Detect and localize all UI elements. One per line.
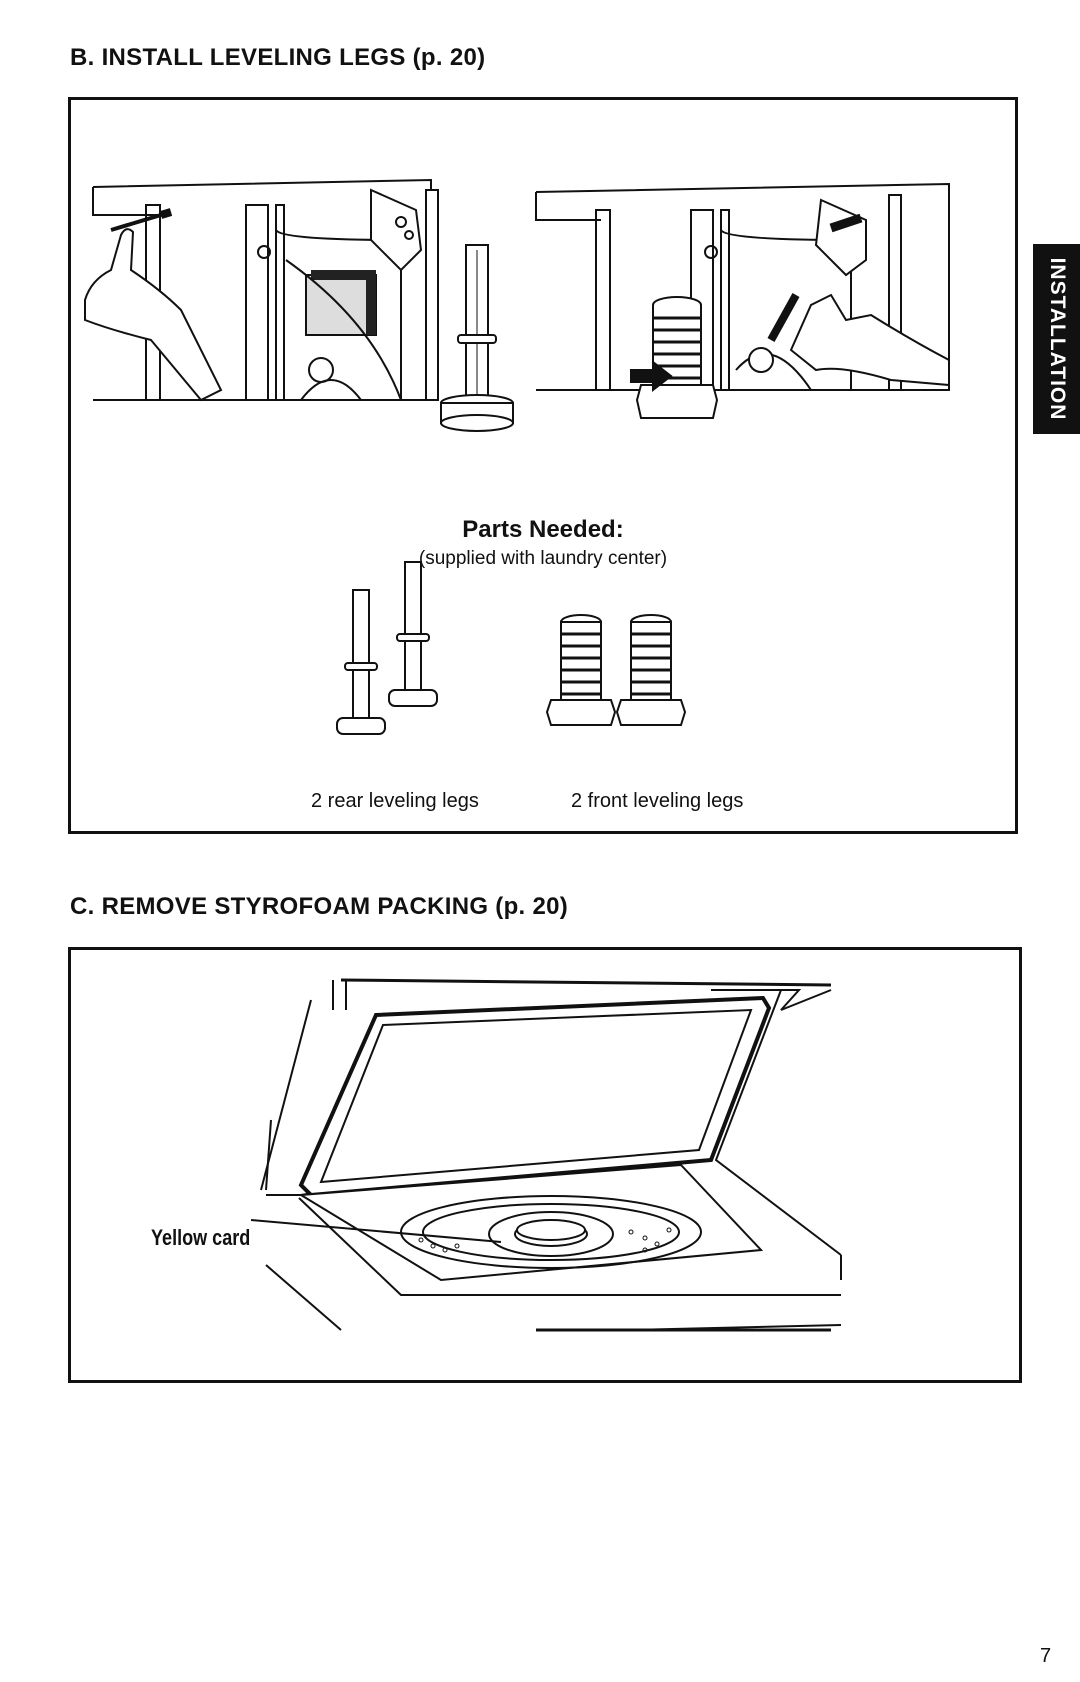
page-number: 7 [1040,1645,1052,1667]
parts-needed-title: Parts Needed: [462,516,624,543]
installation-side-tab [1033,244,1080,434]
rear-leg-install-scene [85,180,438,400]
side-tab-label: INSTALLATION [1045,257,1069,421]
leveling-legs-illustration [71,100,1015,831]
styrofoam-packing-figure [68,947,1022,1383]
rear-leg-diagram [441,245,513,431]
front-legs-caption: 2 front leveling legs [571,790,744,812]
section-b-heading: B. INSTALL LEVELING LEGS (p. 20) [70,44,486,71]
front-leveling-legs-parts [547,615,685,725]
rear-legs-caption: 2 rear leveling legs [311,790,479,812]
front-leg-install-scene [536,184,949,418]
yellow-card-label: Yellow card [151,1225,251,1250]
parts-needed-subtitle: (supplied with laundry center) [418,548,668,569]
washer-lid-illustration [71,950,1019,1380]
section-c-heading: C. REMOVE STYROFOAM PACKING (p. 20) [70,893,569,920]
leveling-legs-figure [68,97,1018,834]
open-lid [301,998,769,1195]
rear-leveling-legs-parts [337,562,437,734]
